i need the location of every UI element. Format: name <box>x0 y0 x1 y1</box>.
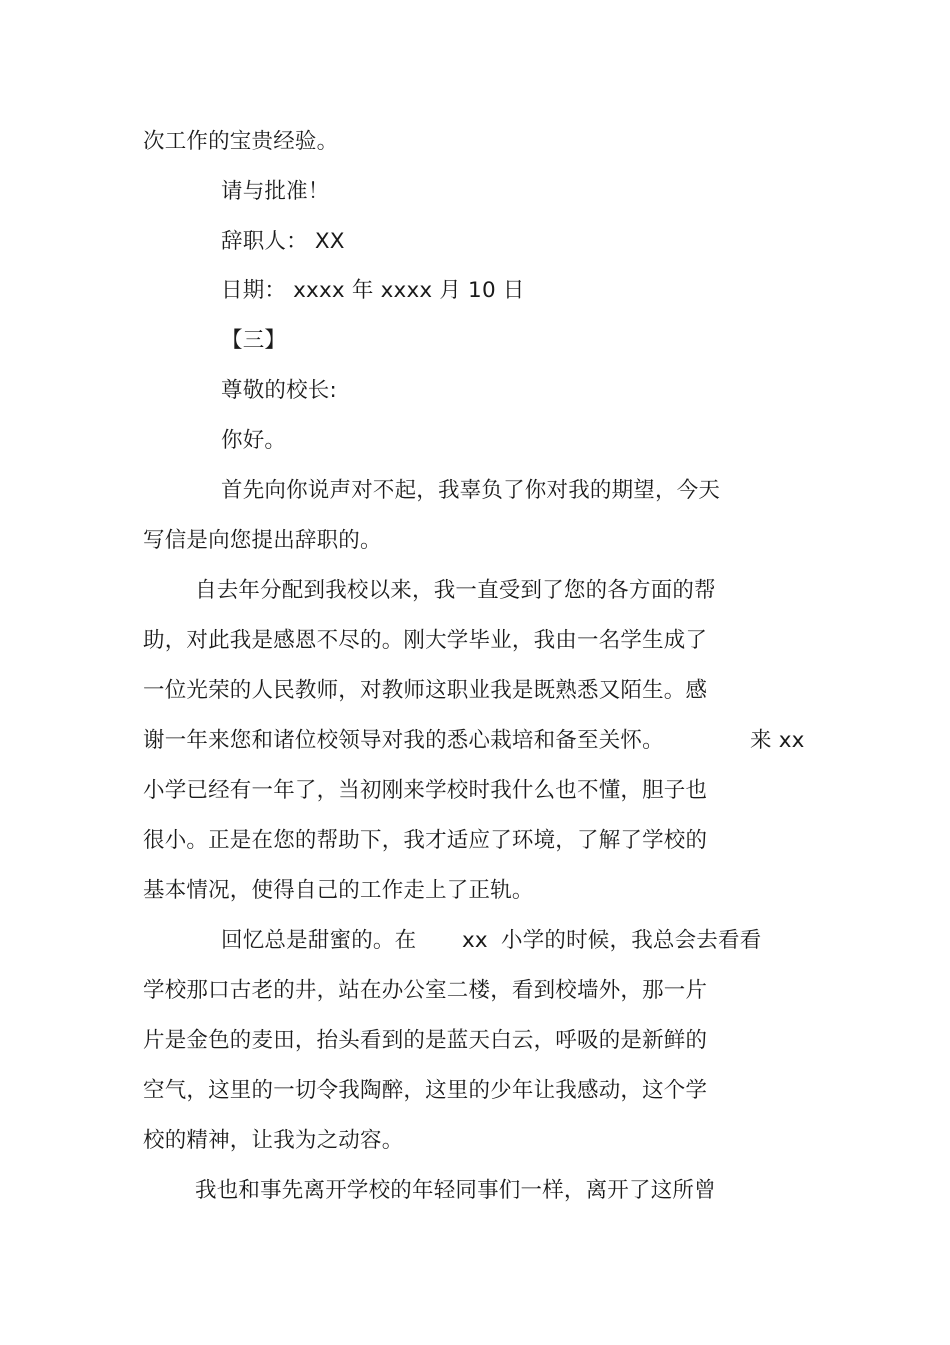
section-heading: 【三】 <box>221 328 287 353</box>
text-line: 助，对此我是感恩不尽的。刚大学毕业，我由一名学生成了 <box>143 628 708 653</box>
text-line: 校的精神，让我为之动容。 <box>143 1128 404 1153</box>
text-line: 空气，这里的一切令我陶醉，这里的少年让我感动，这个学 <box>143 1078 708 1103</box>
text-line: 谢一年来您和诸位校领导对我的悉心栽培和备至关怀。 <box>143 728 664 753</box>
text-line: 首先向你说声对不起，我辜负了你对我的期望，今天 <box>221 478 721 503</box>
text-line: 次工作的宝贵经验。 <box>143 129 339 154</box>
text-line: 日期： xxxx 年 xxxx 月 10 日 <box>221 278 525 303</box>
text-line: 我也和事先离开学校的年轻同事们一样，离开了这所曾 <box>195 1178 716 1203</box>
text-line: 小学已经有一年了，当初刚来学校时我什么也不懂，胆子也 <box>143 778 708 803</box>
text-line: 很小。正是在您的帮助下，我才适应了环境，了解了学校的 <box>143 828 708 853</box>
greeting: 你好。 <box>221 428 287 453</box>
text-fragment: 小学的时候，我总会去看看 <box>501 928 762 953</box>
text-line: 辞职人： XX <box>221 229 345 254</box>
text-line: 回忆总是甜蜜的。在 <box>221 928 417 953</box>
text-line: 基本情况，使得自己的工作走上了正轨。 <box>143 878 534 903</box>
text-line: 片是金色的麦田，抬头看到的是蓝天白云，呼吸的是新鲜的 <box>143 1028 708 1053</box>
text-fragment: xx <box>462 928 488 953</box>
text-fragment: 来 xx <box>750 728 805 753</box>
text-line: 写信是向您提出辞职的。 <box>143 528 382 553</box>
text-line: 自去年分配到我校以来，我一直受到了您的各方面的帮 <box>195 578 716 603</box>
salutation: 尊敬的校长: <box>221 378 337 403</box>
text-line: 一位光荣的人民教师，对教师这职业我是既熟悉又陌生。感 <box>143 678 708 703</box>
text-line: 请与批准！ <box>221 179 330 204</box>
text-line: 学校那口古老的井，站在办公室二楼，看到校墙外，那一片 <box>143 978 708 1003</box>
